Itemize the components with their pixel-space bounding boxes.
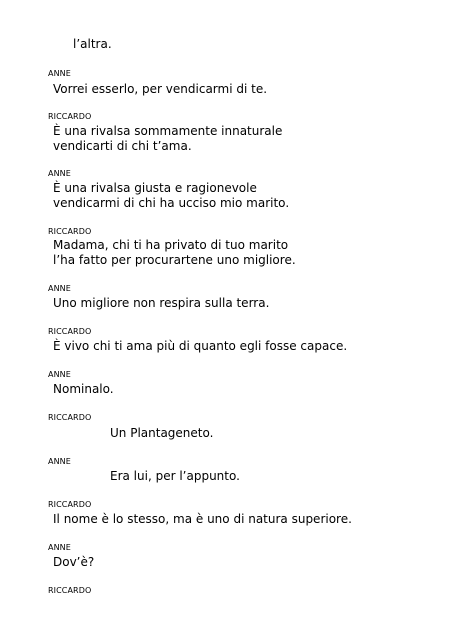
speaker-name: ANNE xyxy=(48,169,71,178)
dialogue-line: È vivo chi ti ama più di quanto egli fosse capace. xyxy=(53,339,348,353)
dialogue-line: Un Plantageneto. xyxy=(110,426,214,440)
dialogue-line: vendicarmi di chi ha ucciso mio marito. xyxy=(53,196,290,210)
speaker-name: RICCARDO xyxy=(48,112,92,121)
dialogue-line: È una rivalsa giusta e ragionevole xyxy=(53,181,257,195)
dialogue-line: Il nome è lo stesso, ma è uno di natura superiore. xyxy=(53,512,352,526)
speaker-name: RICCARDO xyxy=(48,586,92,595)
dialogue-line: vendicarti di chi t’ama. xyxy=(53,139,192,153)
speaker-name: ANNE xyxy=(48,543,71,552)
dialogue-line: l’ha fatto per procurartene uno migliore. xyxy=(53,253,296,267)
dialogue-line: Nominalo. xyxy=(53,382,114,396)
speaker-name: ANNE xyxy=(48,370,71,379)
speaker-name: RICCARDO xyxy=(48,500,92,509)
speaker-name: ANNE xyxy=(48,457,71,466)
speaker-name: ANNE xyxy=(48,69,71,78)
speaker-name: RICCARDO xyxy=(48,227,92,236)
speaker-name: RICCARDO xyxy=(48,413,92,422)
dialogue-line: Uno migliore non respira sulla terra. xyxy=(53,296,270,310)
dialogue-line: Madama, chi ti ha privato di tuo marito xyxy=(53,238,289,252)
dialogue-line: Vorrei esserlo, per vendicarmi di te. xyxy=(53,82,268,96)
speaker-name: RICCARDO xyxy=(48,327,92,336)
speaker-name: ANNE xyxy=(48,284,71,293)
dialogue-line: Era lui, per l’appunto. xyxy=(110,469,240,483)
dialogue-line: È una rivalsa sommamente innaturale xyxy=(53,124,283,138)
dialogue-line: Dov’è? xyxy=(53,555,95,569)
dialogue-line: l’altra. xyxy=(73,37,112,51)
